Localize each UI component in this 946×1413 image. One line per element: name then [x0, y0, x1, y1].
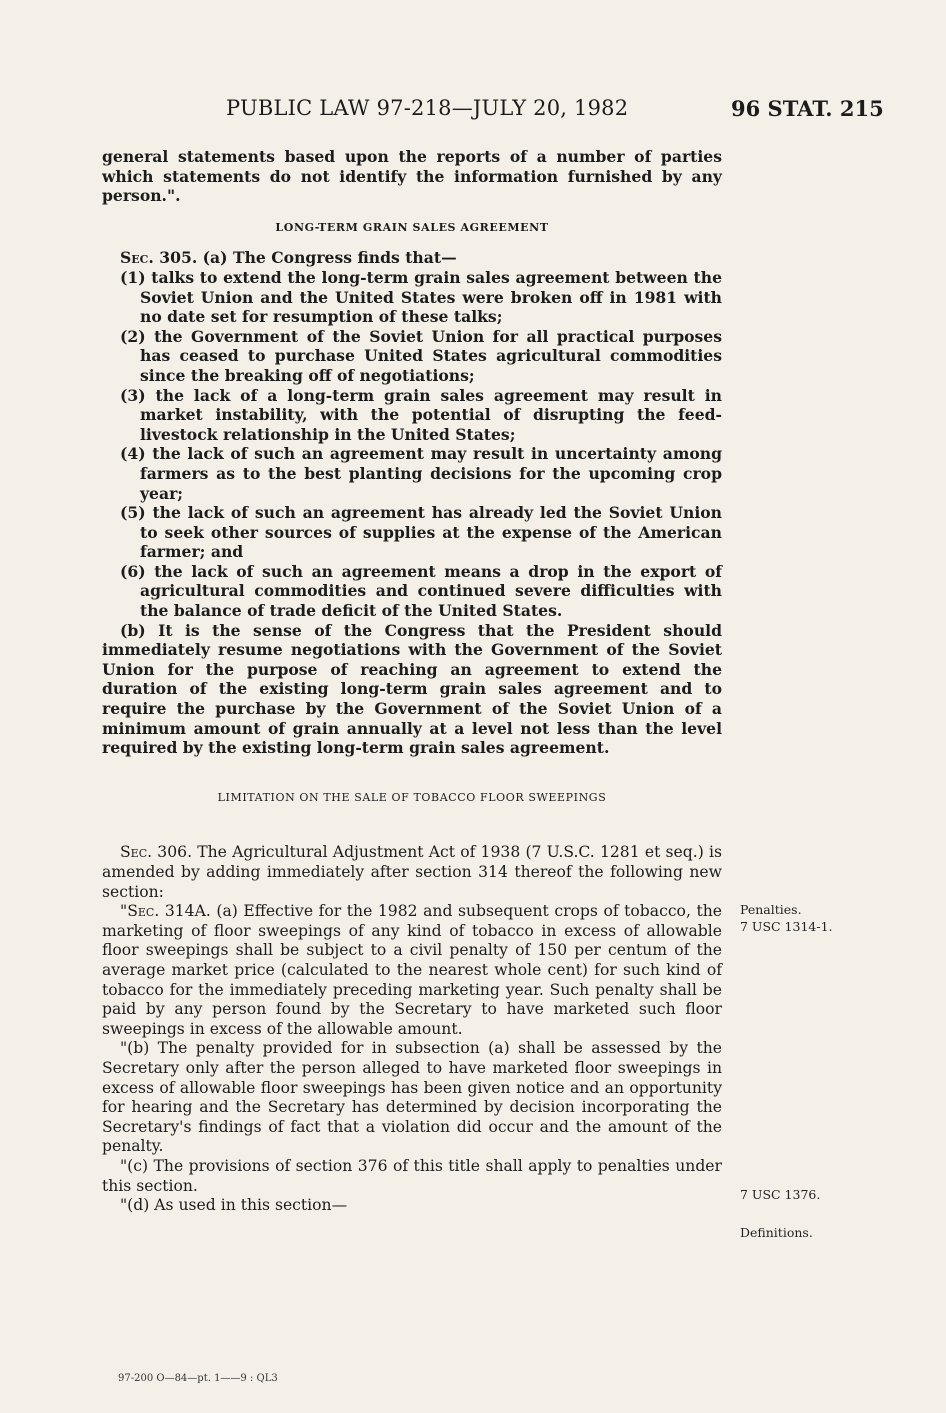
sec-314a-a-text: 314A. (a) Effective for the 1982 and subsequent crops of tobacco, the marketing of floor sweepings of any kind of tobacco in excess of allowable floor sweepings shall be subject to a civil penalty of 150 per centum of the average market price (calculated to the nearest whole cent) for such kind of tobacco for the immediately preceding marketing year. Such penalty shall be paid by any person found by the Secretary to have marketed such floor sweepings in excess of the allowable amount. — [102, 902, 722, 1038]
sec-305-lead — [102, 248, 722, 268]
document-body — [102, 147, 722, 1216]
printer-footer: 97-200 O—84—pt. 1——9 : QL3 — [118, 1373, 278, 1384]
sec-305-b: (b) It is the sense of the Congress that the President should immediately resume negotiations with the Government of the Soviet Union for the purpose of reaching an agreement to extend the duration of the existing long-term grain sales agreement and to require the purchase by the Government of the Soviet Union of a minimum amount of grain annually at a level not less than the level required by the existing long-term grain sales agreement. — [102, 620, 722, 758]
margin-note-definitions: Definitions. — [740, 1225, 813, 1240]
section-heading-tobacco: LIMITATION ON THE SALE OF TOBACCO FLOOR SWEEPINGS — [217, 790, 607, 804]
sec-label: Sec. — [120, 843, 153, 862]
sec-314a-a — [102, 902, 722, 1039]
sec-305-lead-text: 305. (a) The Congress finds that— — [153, 248, 457, 268]
finding-item-2: (2) the Government of the Soviet Union for all practical purposes has ceased to purchase United States agricultural commodities since the breaking off of negotiations; — [120, 326, 722, 385]
margin-note-usc-1314-1: 7 USC 1314-1. — [740, 919, 833, 934]
running-header-title: PUBLIC LAW 97-218—JULY 20, 1982 — [226, 96, 629, 120]
margin-note-usc-1376: 7 USC 1376. — [740, 1187, 821, 1202]
statute-page-number: 96 STAT. 215 — [731, 96, 884, 121]
sec-label: Sec. — [127, 902, 160, 921]
finding-item-5: (5) the lack of such an agreement has already led the Soviet Union to seek other sources of supplies at the expense of the American farmer; and — [120, 503, 722, 562]
finding-item-3: (3) the lack of a long-term grain sales agreement may result in market instability, with the potential of disrupting the feed-livestock relationship in the United States; — [120, 385, 722, 444]
margin-note-penalties: Penalties. — [740, 902, 802, 917]
finding-item-1: (1) talks to extend the long-term grain sales agreement between the Soviet Union and the United States were broken off in 1981 with no date set for resumption of these talks; — [120, 267, 722, 327]
sec-label: Sec. — [120, 248, 154, 268]
finding-item-6: (6) the lack of such an agreement means a drop in the export of agricultural commodities and continued severe difficulties with the balance of trade deficit of the United States. — [120, 561, 722, 621]
intro-paragraph: general statements based upon the reports of a number of parties which statements do not identify the information furnished by any person.". — [102, 147, 722, 206]
sec-306-text: 306. The Agricultural Adjustment Act of 1938 (7 U.S.C. 1281 et seq.) is amended by adding immediately after section 314 thereof the following new section: — [102, 843, 722, 901]
sec-314a-b: "(b) The penalty provided for in subsection (a) shall be assessed by the Secretary only after the person alleged to have marketed floor sweepings in excess of allowable floor sweepings has been given notice and an opportunity for hearing and the Secretary has determined by decision incorporating the Secretary's findings of fact that a violation did occur and the amount of the penalty. — [102, 1039, 722, 1156]
section-heading-grain: LONG-TERM GRAIN SALES AGREEMENT — [275, 220, 549, 234]
open-quote: " — [120, 902, 128, 921]
sec-306 — [102, 843, 722, 902]
finding-item-4: (4) the lack of such an agreement may result in uncertainty among farmers as to the best planting decisions for the upcoming crop year; — [120, 444, 722, 503]
sec-314a-d: "(d) As used in this section— — [120, 1196, 348, 1215]
sec-314a-c: "(c) The provisions of section 376 of this title shall apply to penalties under this section. — [102, 1156, 722, 1195]
